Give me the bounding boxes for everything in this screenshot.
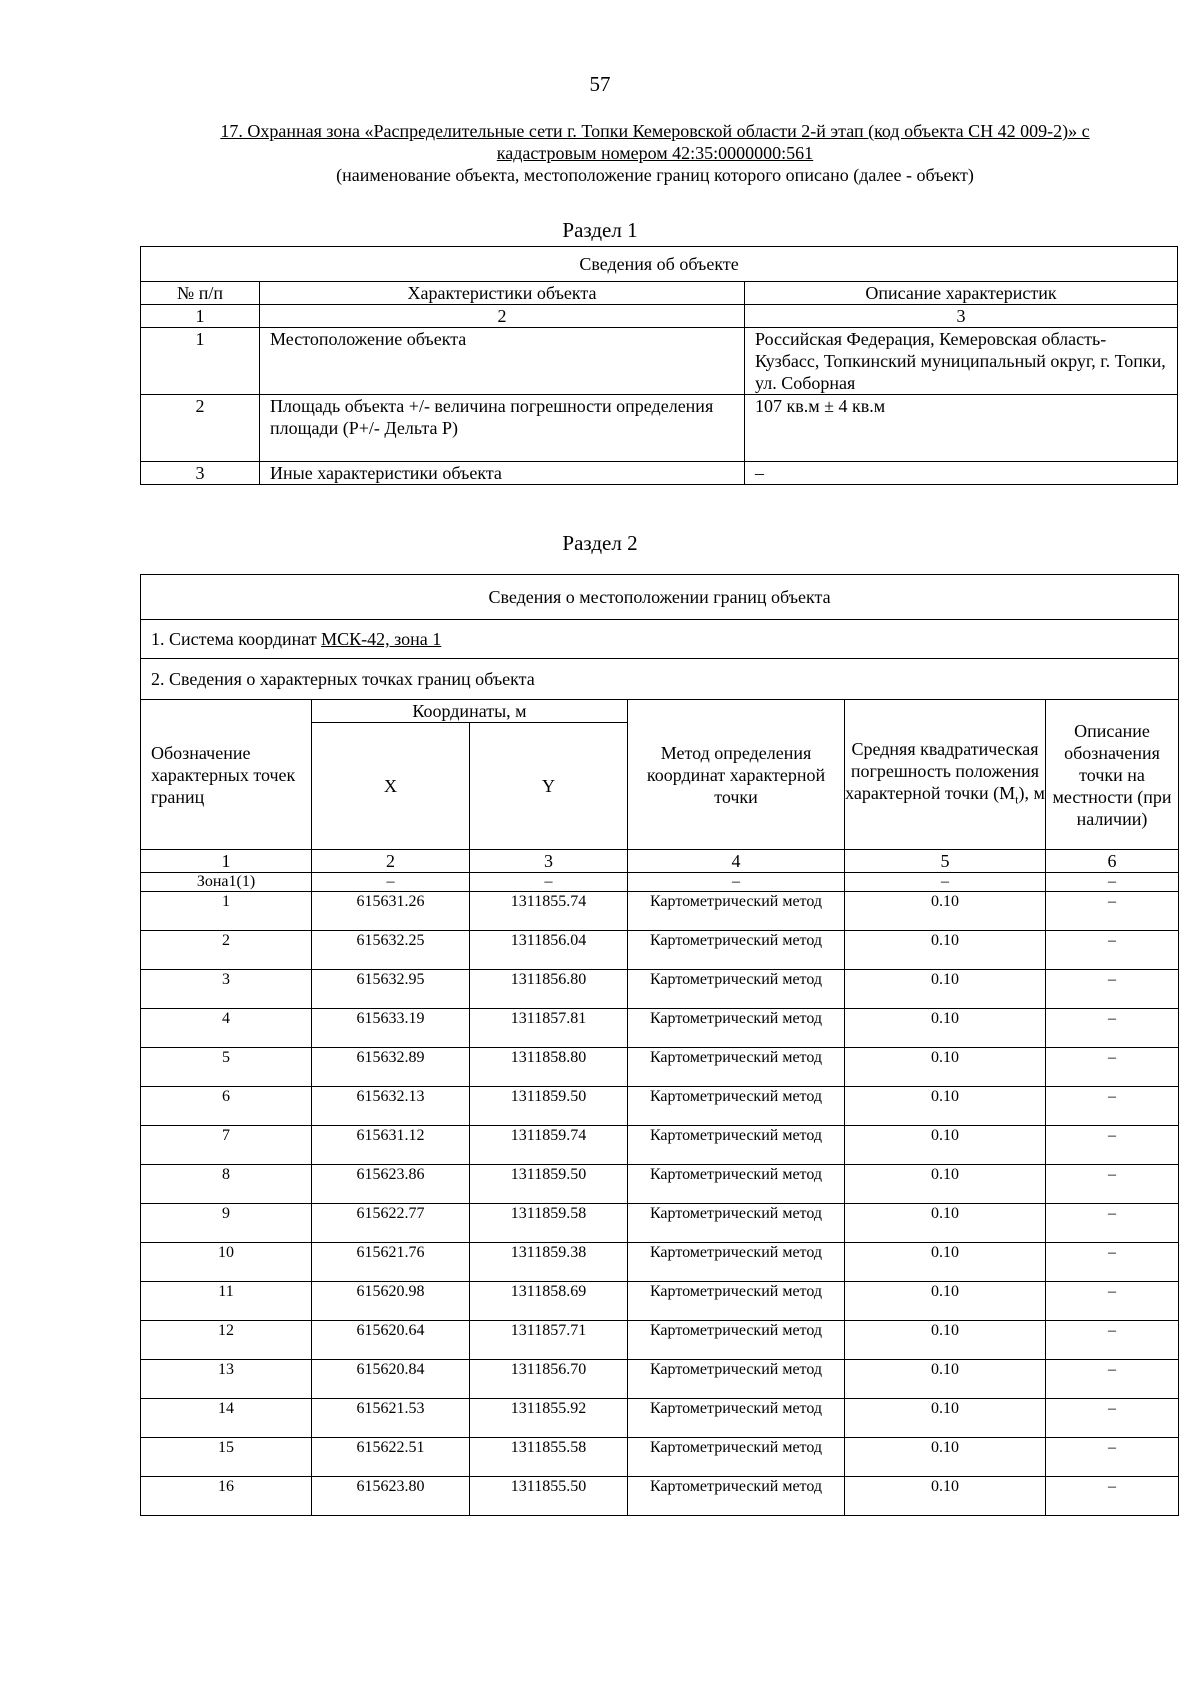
characteristic-value: –	[745, 462, 1178, 485]
point-number: 10	[141, 1243, 312, 1282]
point-number: 8	[141, 1165, 312, 1204]
column-header: Характеристики объекта	[260, 282, 745, 305]
row-number: 1	[141, 328, 260, 395]
point-description: –	[1046, 892, 1179, 931]
point-number: 11	[141, 1282, 312, 1321]
point-y: 1311855.50	[470, 1477, 628, 1516]
column-number: 2	[312, 850, 470, 873]
point-x: 615622.77	[312, 1204, 470, 1243]
table-row	[141, 1048, 1179, 1087]
point-accuracy: 0.10	[845, 1282, 1046, 1321]
header-coordinates: Координаты, м	[312, 700, 628, 723]
column-number: 2	[260, 305, 745, 328]
coordinate-system-value: МСК-42, зона 1	[321, 629, 442, 649]
point-number: 13	[141, 1360, 312, 1399]
column-number: 3	[745, 305, 1178, 328]
table-row	[141, 1243, 1179, 1282]
point-number: 1	[141, 892, 312, 931]
table-row	[141, 395, 1178, 462]
object-title-line2: кадастровым номером 42:35:0000000:561	[496, 143, 814, 163]
section1-title: Раздел 1	[562, 218, 638, 242]
point-method: Картометрический метод	[628, 892, 845, 931]
table-row	[141, 970, 1179, 1009]
point-y: 1311855.58	[470, 1438, 628, 1477]
point-y: 1311859.74	[470, 1126, 628, 1165]
point-method: Картометрический метод	[628, 1438, 845, 1477]
point-method: Картометрический метод	[628, 1048, 845, 1087]
point-accuracy: 0.10	[845, 1048, 1046, 1087]
point-description: –	[1046, 1477, 1179, 1516]
point-method: Картометрический метод	[628, 970, 845, 1009]
zone-row	[141, 873, 1179, 892]
point-accuracy: 0.10	[845, 1243, 1046, 1282]
coordinate-system-row	[141, 620, 1179, 659]
point-method: Картометрический метод	[628, 1399, 845, 1438]
zone-cell: –	[845, 873, 1046, 892]
point-method: Картометрический метод	[628, 1321, 845, 1360]
point-accuracy: 0.10	[845, 1204, 1046, 1243]
point-number: 14	[141, 1399, 312, 1438]
table-row	[141, 1360, 1179, 1399]
point-y: 1311856.80	[470, 970, 628, 1009]
table-row	[141, 328, 1178, 395]
point-y: 1311859.50	[470, 1165, 628, 1204]
section2-title: Раздел 2	[562, 531, 638, 555]
header-designation: Обозначение характерных точек границ	[141, 700, 312, 850]
point-description: –	[1046, 970, 1179, 1009]
row-number: 3	[141, 462, 260, 485]
point-x: 615620.64	[312, 1321, 470, 1360]
point-method: Картометрический метод	[628, 1204, 845, 1243]
point-x: 615620.84	[312, 1360, 470, 1399]
table-row	[141, 1126, 1179, 1165]
point-number: 6	[141, 1087, 312, 1126]
point-y: 1311858.69	[470, 1282, 628, 1321]
point-x: 615632.13	[312, 1087, 470, 1126]
point-accuracy: 0.10	[845, 1165, 1046, 1204]
table-row	[141, 1399, 1179, 1438]
characteristic-name: Местоположение объекта	[260, 328, 745, 395]
point-x: 615623.86	[312, 1165, 470, 1204]
point-accuracy: 0.10	[845, 970, 1046, 1009]
table-row	[141, 931, 1179, 970]
header-accuracy: Средняя квадратическая погрешность положения характерной точки $(M_t)$, м	[845, 700, 1046, 850]
point-y: 1311859.58	[470, 1204, 628, 1243]
table-row	[141, 1321, 1179, 1360]
point-method: Картометрический метод	[628, 931, 845, 970]
table-row	[141, 462, 1178, 485]
point-y: 1311855.74	[470, 892, 628, 931]
header-y: Y	[470, 723, 628, 850]
characteristic-name: Иные характеристики объекта	[260, 462, 745, 485]
point-y: 1311856.04	[470, 931, 628, 970]
point-number: 9	[141, 1204, 312, 1243]
object-title-caption: (наименование объекта, местоположение границ которого описано (далее - объект)	[336, 165, 974, 185]
point-method: Картометрический метод	[628, 1165, 845, 1204]
point-number: 3	[141, 970, 312, 1009]
point-y: 1311859.50	[470, 1087, 628, 1126]
points-section-title: 2. Сведения о характерных точках границ объекта	[141, 659, 1179, 700]
zone-cell: –	[1046, 873, 1179, 892]
point-description: –	[1046, 1048, 1179, 1087]
zone-cell: –	[470, 873, 628, 892]
point-description: –	[1046, 1360, 1179, 1399]
column-number: 6	[1046, 850, 1179, 873]
column-header: Описание характеристик	[745, 282, 1178, 305]
column-number: 3	[470, 850, 628, 873]
point-method: Картометрический метод	[628, 1087, 845, 1126]
point-method: Картометрический метод	[628, 1360, 845, 1399]
point-method: Картометрический метод	[628, 1477, 845, 1516]
table-row	[141, 1438, 1179, 1477]
coordinate-system-label: 1. Система координат	[151, 629, 322, 649]
characteristic-value: 107 кв.м ± 4 кв.м	[745, 395, 1178, 462]
row-number: 2	[141, 395, 260, 462]
point-description: –	[1046, 1009, 1179, 1048]
zone-cell: –	[312, 873, 470, 892]
point-y: 1311857.81	[470, 1009, 628, 1048]
point-y: 1311857.71	[470, 1321, 628, 1360]
point-accuracy: 0.10	[845, 1321, 1046, 1360]
point-x: 615632.89	[312, 1048, 470, 1087]
column-header: № п/п	[141, 282, 260, 305]
point-number: 4	[141, 1009, 312, 1048]
point-y: 1311859.38	[470, 1243, 628, 1282]
point-description: –	[1046, 1282, 1179, 1321]
object-title-line1: 17. Охранная зона «Распределительные сети г. Топки Кемеровской области 2-й этап (код объекта СН 42 009-2)» с	[220, 121, 1090, 141]
point-x: 615622.51	[312, 1438, 470, 1477]
table-row	[141, 1477, 1179, 1516]
point-accuracy: 0.10	[845, 1087, 1046, 1126]
table-row	[141, 892, 1179, 931]
characteristic-name: Площадь объекта +/- величина погрешности определения площади (P+/- Дельта P)	[260, 395, 745, 462]
point-number: 2	[141, 931, 312, 970]
characteristic-value: Российская Федерация, Кемеровская область-Кузбасс, Топкинский муниципальный округ, г. Топки, ул. Соборная	[745, 328, 1178, 395]
page-number: 57	[589, 72, 611, 96]
table-row	[141, 1204, 1179, 1243]
header-x: X	[312, 723, 470, 850]
point-x: 615633.19	[312, 1009, 470, 1048]
point-accuracy: 0.10	[845, 1477, 1046, 1516]
point-description: –	[1046, 1204, 1179, 1243]
point-accuracy: 0.10	[845, 1009, 1046, 1048]
header-description: Описание обозначения точки на местности (при наличии)	[1046, 700, 1179, 850]
point-x: 615621.76	[312, 1243, 470, 1282]
point-description: –	[1046, 1126, 1179, 1165]
table-row	[141, 1165, 1179, 1204]
column-number: 1	[141, 850, 312, 873]
table-row	[141, 1009, 1179, 1048]
point-number: 5	[141, 1048, 312, 1087]
point-accuracy: 0.10	[845, 1438, 1046, 1477]
point-y: 1311858.80	[470, 1048, 628, 1087]
column-number: 4	[628, 850, 845, 873]
point-description: –	[1046, 931, 1179, 970]
point-method: Картометрический метод	[628, 1282, 845, 1321]
point-number: 12	[141, 1321, 312, 1360]
point-accuracy: 0.10	[845, 1360, 1046, 1399]
point-description: –	[1046, 1321, 1179, 1360]
point-number: 7	[141, 1126, 312, 1165]
point-x: 615631.26	[312, 892, 470, 931]
point-accuracy: 0.10	[845, 1399, 1046, 1438]
point-x: 615623.80	[312, 1477, 470, 1516]
header-method: Метод определения координат характерной точки	[628, 700, 845, 850]
point-description: –	[1046, 1087, 1179, 1126]
point-method: Картометрический метод	[628, 1009, 845, 1048]
table-row	[141, 1087, 1179, 1126]
object-info-table	[140, 246, 1178, 485]
zone-label: Зона1(1)	[141, 873, 312, 892]
point-x: 615631.12	[312, 1126, 470, 1165]
point-accuracy: 0.10	[845, 931, 1046, 970]
point-y: 1311856.70	[470, 1360, 628, 1399]
zone-cell: –	[628, 873, 845, 892]
point-accuracy: 0.10	[845, 892, 1046, 931]
boundary-points-table	[140, 574, 1179, 1516]
point-x: 615621.53	[312, 1399, 470, 1438]
point-method: Картометрический метод	[628, 1126, 845, 1165]
point-description: –	[1046, 1399, 1179, 1438]
document-header	[160, 120, 1150, 186]
object-info-table-title: Сведения об объекте	[141, 247, 1178, 282]
point-description: –	[1046, 1165, 1179, 1204]
point-x: 615632.25	[312, 931, 470, 970]
column-number: 5	[845, 850, 1046, 873]
point-number: 16	[141, 1477, 312, 1516]
table-row	[141, 1282, 1179, 1321]
point-method: Картометрический метод	[628, 1243, 845, 1282]
point-number: 15	[141, 1438, 312, 1477]
point-y: 1311855.92	[470, 1399, 628, 1438]
point-x: 615632.95	[312, 970, 470, 1009]
point-accuracy: 0.10	[845, 1126, 1046, 1165]
point-x: 615620.98	[312, 1282, 470, 1321]
point-description: –	[1046, 1243, 1179, 1282]
column-number: 1	[141, 305, 260, 328]
point-description: –	[1046, 1438, 1179, 1477]
boundary-table-title: Сведения о местоположении границ объекта	[141, 575, 1179, 620]
